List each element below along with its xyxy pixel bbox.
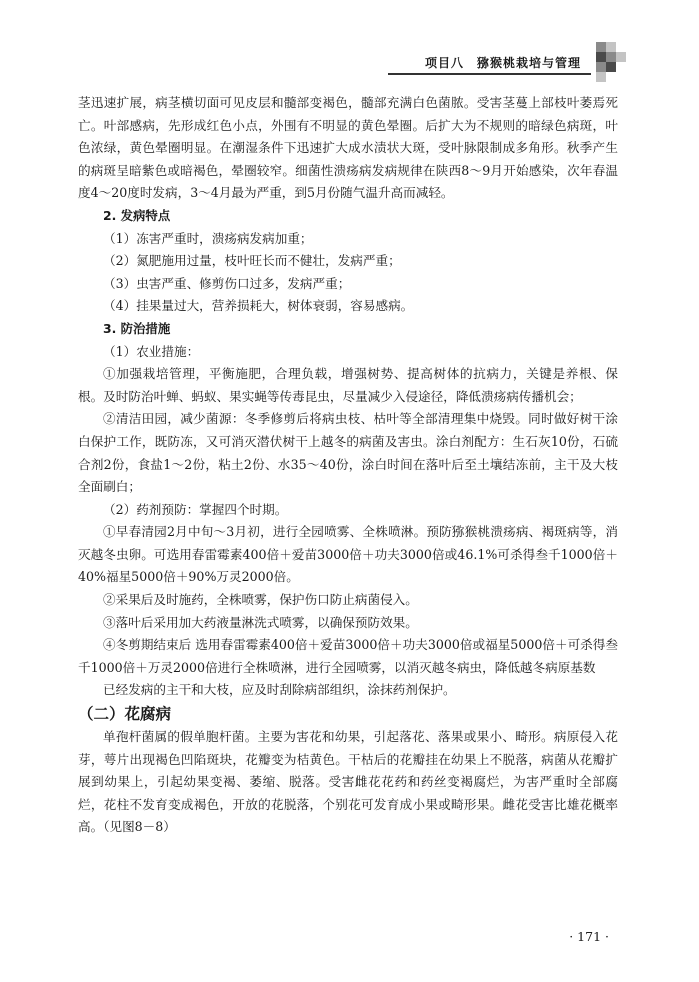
- paragraph-cultivation: ①加强栽培管理，平衡施肥，合理负载，增强树势、提高树体的抗病力，关键是养根、保根。及时防治叶蝉、蚂蚁、果实蝇等传毒昆虫，尽量减少入侵途径，降低溃疡病传播机会；: [78, 366, 618, 404]
- list-item: （2）药剂预防：掌握四个时期。: [103, 501, 288, 517]
- paragraph-treatment: 已经发病的主干和大枝，应及时刮除病部组织，涂抹药剂保护。: [103, 682, 456, 698]
- paragraph-winter-pruning: ④冬剪期结束后 选用春雷霉素400倍＋爱苗3000倍＋功夫3000倍或福星5000倍＋可杀得叁千1000倍＋万灵2000倍进行全株喷淋，进行全园喷雾，以消灭越冬病虫，降低越冬病原基数: [78, 637, 618, 675]
- heading-disease-features: 2. 发病特点: [103, 207, 171, 223]
- chapter-title: 项目八 猕猴桃栽培与管理: [424, 56, 581, 70]
- section-heading-flower-rot: （二）花腐病: [78, 705, 172, 724]
- list-item: （4）挂果量过大，营养损耗大，树体衰弱，容易感病。: [103, 298, 414, 314]
- paragraph-post-harvest: ②采果后及时施药，全株喷雾，保护伤口防止病菌侵入。: [103, 592, 418, 608]
- page-body: [78, 92, 618, 839]
- page-number: · 171 ·: [569, 929, 609, 944]
- list-item: （2）氮肥施用过量，枝叶旺长而不健壮，发病严重；: [103, 253, 401, 269]
- header-rule: [388, 73, 591, 75]
- paragraph-symptoms: 茎迅速扩展，病茎横切面可见皮层和髓部变褐色，髓部充满白色菌脓。受害茎蔓上部枝叶萎焉死亡。叶部感病，先形成红色小点，外围有不明显的黄色晕圈。后扩大为不规则的暗绿色病斑，叶色浓绿，黄色晕圈明显。在潮湿条件下迅速扩大成水渍状大斑，受叶脉限制成多角形。秋季产生的病斑呈暗紫色或暗褐色，晕圈较窄。细菌性溃疡病发病规律在陕西8～9月开始感染，次年春温度4～20度时发病，3～4月最为严重，到5月份随气温升高而减轻。: [78, 95, 618, 201]
- paragraph-leaf-fall: ③落叶后采用加大药液量淋洗式喷雾，以确保预防效果。: [103, 614, 418, 630]
- paragraph-flower-rot: 单孢杆菌属的假单胞杆菌。主要为害花和幼果，引起落花、落果或果小、畸形。病原侵入花芽，萼片出现褐色凹陷斑块，花瓣变为桔黄色。干枯后的花瓣挂在幼果上不脱落，病菌从花瓣扩展到幼果上，引起幼果变褐、萎缩、脱落。受害雌花花药和药丝变褐腐烂，为害严重时全部腐烂，花柱不发育变成褐色，开放的花脱落，个别花可发育成小果或畸形果。雌花受害比雄花概率高。（见图8－8）: [78, 729, 618, 835]
- running-header: [0, 0, 699, 80]
- paragraph-spring-spray: ①早春清园2月中旬～3月初，进行全园喷雾、全株喷淋。预防猕猴桃溃疡病、褐斑病等，消灭越冬虫卵。可选用春雷霉素400倍＋爱苗3000倍＋功夫3000倍或46.1%可杀得叁千1000倍＋40%福星5000倍＋90%万灵2000倍。: [78, 524, 618, 585]
- list-item: （1）冻害严重时，溃疡病发病加重；: [103, 230, 313, 246]
- corner-blocks-icon: [596, 42, 628, 82]
- heading-control-measures: 3. 防治措施: [103, 320, 171, 336]
- list-item: （3）虫害严重、修剪伤口过多，发病严重；: [103, 275, 351, 291]
- list-item: （1）农业措施：: [103, 343, 200, 359]
- paragraph-sanitation: ②清洁田园，减少菌源：冬季修剪后将病虫枝、枯叶等全部清理集中烧毁。同时做好树干涂白保护工作，既防冻，又可消灭潜伏树干上越冬的病菌及害虫。涂白剂配方：生石灰10份，石硫合剂2份，食盐1～2份，粘土2份、水35～40份，涂白时间在落叶后至土壤结冻前，主干及大枝全面刷白；: [78, 411, 618, 495]
